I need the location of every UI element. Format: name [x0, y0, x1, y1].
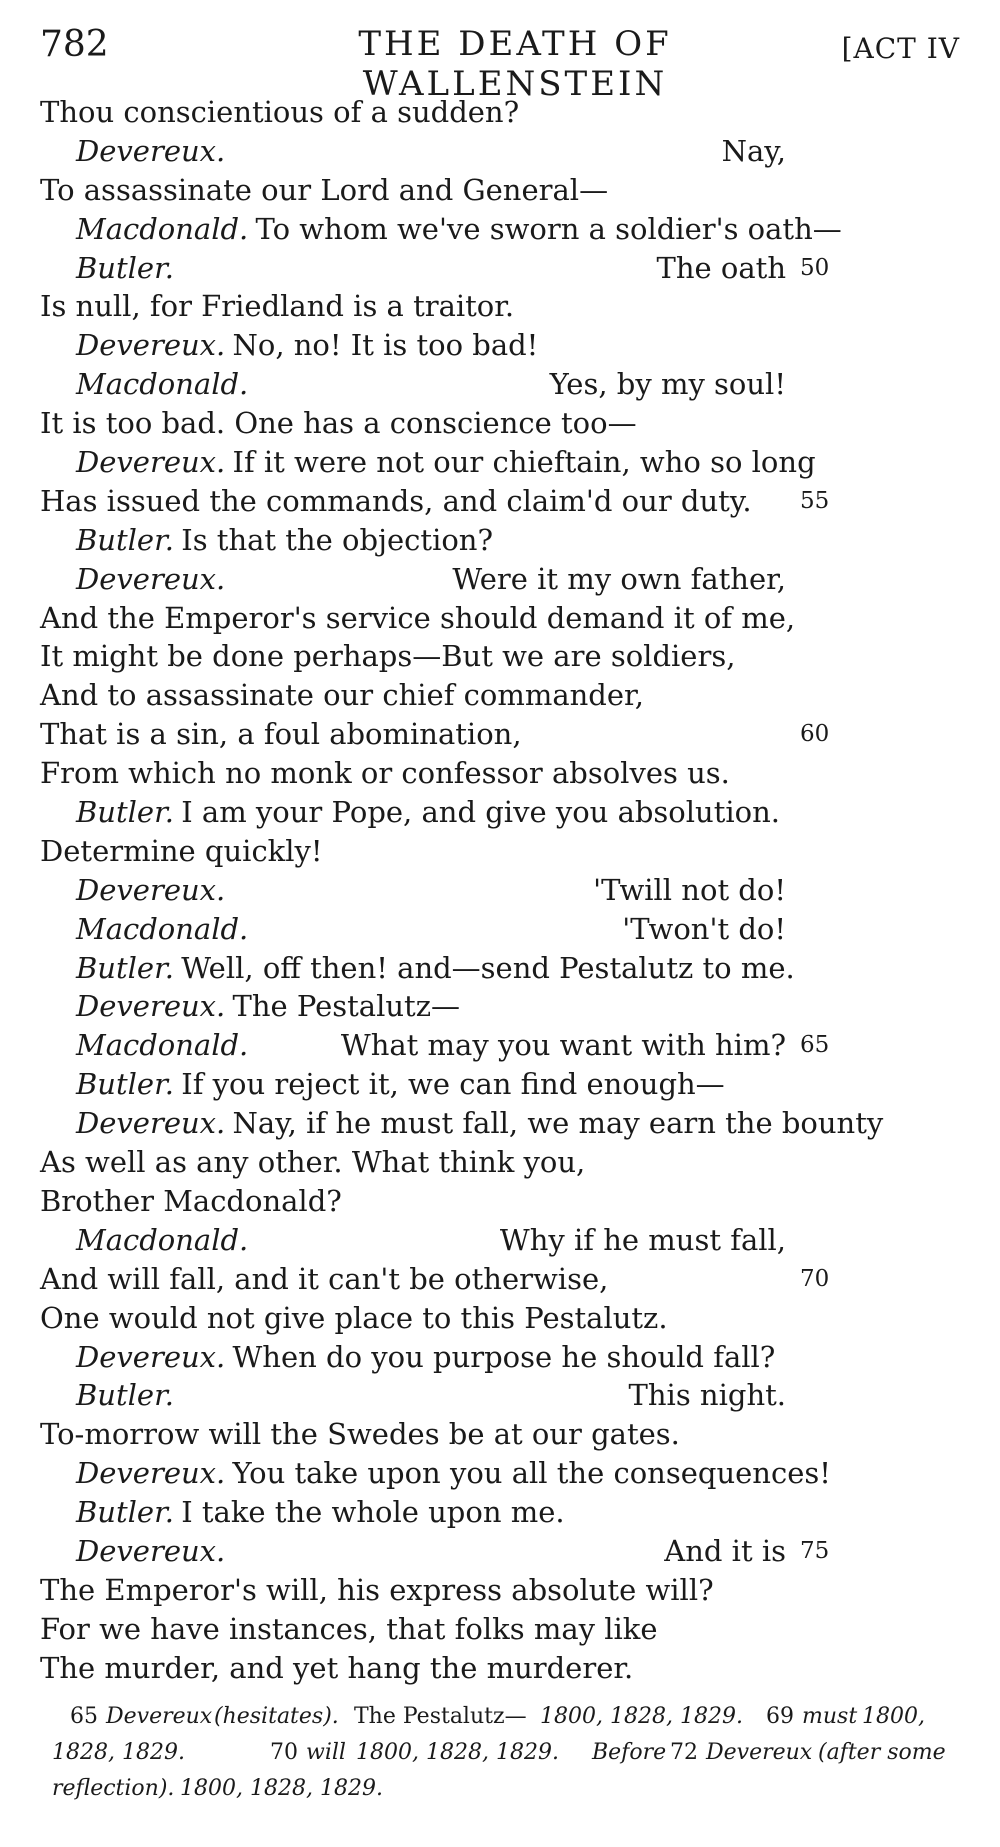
speaker-name: Devereux. — [76, 1106, 226, 1141]
verse-line — [40, 249, 960, 288]
footnotes — [54, 1699, 974, 1807]
running-header — [40, 22, 960, 104]
verse-line — [40, 987, 960, 1026]
verse-line-text — [40, 1182, 342, 1221]
verse-line — [40, 1260, 960, 1299]
speaker-name: Devereux. — [76, 133, 226, 168]
line-text: Well, off then! and—send Pestalutz to me. — [181, 950, 795, 985]
line-text: Thou conscientious of a sudden? — [40, 95, 520, 129]
line-text: For we have instances, that folks may like — [40, 1611, 658, 1646]
verse-line-text — [40, 599, 795, 638]
verse-line-text — [76, 793, 780, 832]
speaker-name: Butler. — [76, 522, 174, 557]
verse-line-text — [76, 560, 225, 599]
verse-line — [40, 404, 960, 443]
line-text: Is null, for Friedland is a traitor. — [40, 289, 515, 324]
verse-line — [40, 1299, 960, 1338]
line-text: Determine quickly! — [40, 833, 323, 868]
line-number: 70 — [800, 1265, 830, 1292]
footnote-speaker: Devereux — [106, 1704, 213, 1729]
verse-line-text — [76, 132, 225, 171]
line-continuation: 'Twill not do! — [593, 872, 786, 907]
line-number: 55 — [800, 487, 830, 514]
verse-line — [40, 871, 960, 910]
verse-line — [40, 171, 960, 210]
verse-line — [40, 521, 960, 560]
verse-line-text — [40, 404, 637, 443]
line-continuation: Were it my own father, — [452, 561, 786, 596]
verse-line-text — [76, 521, 493, 560]
line-text: Nay, if he must fall, we may earn the bounty — [232, 1106, 884, 1141]
line-text: Brother Macdonald? — [40, 1183, 342, 1218]
verse-line — [40, 1415, 960, 1454]
verse-line-text — [40, 754, 730, 793]
line-text: I am your Pope, and give you absolution. — [181, 795, 780, 830]
line-number: 65 — [800, 1032, 830, 1059]
page-number: 782 — [40, 24, 109, 65]
verse-line-text — [76, 1065, 725, 1104]
verse-text — [40, 93, 960, 1688]
verse-line-text — [40, 1649, 633, 1688]
footnote-number: 65 — [70, 1704, 98, 1729]
verse-line — [40, 1571, 960, 1610]
verse-line — [40, 1532, 960, 1571]
line-continuation: Nay, — [721, 133, 786, 168]
verse-line — [40, 93, 960, 132]
verse-line — [40, 910, 960, 949]
line-continuation: 'Twon't do! — [622, 911, 786, 946]
speaker-name: Butler. — [76, 250, 174, 285]
footnote-number: 69 — [766, 1704, 794, 1729]
verse-line — [40, 482, 960, 521]
line-continuation: What may you want with him? — [340, 1028, 786, 1063]
speaker-name: Macdonald. — [76, 211, 249, 246]
line-text: And will fall, and it can't be otherwise, — [40, 1261, 609, 1296]
verse-line-text — [76, 987, 460, 1026]
line-number: 50 — [800, 254, 830, 281]
verse-line-text — [76, 1454, 831, 1493]
footnote-editions: 1800, — [862, 1704, 925, 1729]
line-text: That is a sin, a foul abomination, — [40, 717, 522, 752]
verse-line — [40, 132, 960, 171]
speaker-name: Macdonald. — [76, 367, 249, 402]
verse-line — [40, 560, 960, 599]
verse-line — [40, 1104, 960, 1143]
verse-line-text — [76, 1221, 248, 1260]
speaker-name: Devereux. — [76, 872, 226, 907]
verse-line — [40, 1065, 960, 1104]
speaker-name: Devereux. — [76, 445, 226, 480]
speaker-name: Butler. — [76, 1495, 174, 1530]
footnote-text: The Pestalutz— — [354, 1704, 527, 1729]
verse-line-text — [40, 1299, 668, 1338]
verse-line-text — [40, 1143, 585, 1182]
line-text: The murder, and yet hang the murderer. — [40, 1650, 634, 1685]
footnote-editions: 1800, 1828, 1829. — [180, 1776, 383, 1801]
line-text: To-morrow will the Swedes be at our gates. — [40, 1417, 680, 1452]
verse-line — [40, 1182, 960, 1221]
running-title: THE DEATH OF WALLENSTEIN — [358, 24, 672, 104]
verse-line — [40, 793, 960, 832]
footnote-number: 72 — [670, 1740, 698, 1765]
verse-line-text — [40, 93, 519, 132]
verse-line-text — [40, 1571, 714, 1610]
verse-line — [40, 1143, 960, 1182]
verse-line — [40, 676, 960, 715]
line-text: And the Emperor's service should demand it of me, — [40, 600, 796, 635]
line-text: It is too bad. One has a conscience too— — [40, 406, 637, 441]
speaker-name: Macdonald. — [76, 911, 249, 946]
verse-line-text — [76, 365, 248, 404]
verse-line — [40, 1376, 960, 1415]
speaker-name: Macdonald. — [76, 1028, 249, 1063]
verse-line — [40, 287, 960, 326]
verse-line — [40, 1026, 960, 1065]
verse-line — [40, 754, 960, 793]
verse-line — [40, 599, 960, 638]
verse-line — [40, 1649, 960, 1688]
speaker-name: Devereux. — [76, 1533, 226, 1568]
line-text: The Emperor's will, his express absolute will? — [40, 1572, 714, 1607]
verse-line-text — [40, 715, 522, 754]
verse-line-text — [40, 1415, 680, 1454]
verse-line-text — [40, 676, 644, 715]
verse-line — [40, 832, 960, 871]
footnote-word: must — [802, 1704, 858, 1729]
speaker-name: Devereux. — [76, 989, 226, 1024]
line-text: To assassinate our Lord and General— — [40, 172, 609, 207]
verse-line — [40, 637, 960, 676]
line-text: From which no monk or confessor absolves us. — [40, 756, 730, 791]
line-text: It might be done perhaps—But we are soldiers, — [40, 639, 736, 674]
verse-line-text — [76, 1376, 174, 1415]
speaker-name: Devereux. — [76, 1339, 226, 1374]
line-text: One would not give place to this Pestalutz. — [40, 1300, 668, 1335]
verse-line — [40, 949, 960, 988]
line-text: If you reject it, we can find enough— — [181, 1067, 725, 1102]
footnote-word: will — [306, 1740, 346, 1765]
line-text: And to assassinate our chief commander, — [40, 678, 644, 713]
verse-line — [40, 1454, 960, 1493]
verse-line-text — [40, 482, 752, 521]
verse-line-text — [76, 1493, 565, 1532]
verse-line-text — [40, 1260, 608, 1299]
speaker-name: Devereux. — [76, 328, 226, 363]
speaker-name: Butler. — [76, 1378, 174, 1413]
verse-line-text — [40, 287, 514, 326]
line-continuation: This night. — [628, 1378, 786, 1413]
verse-line — [40, 210, 960, 249]
speaker-name: Butler. — [76, 795, 174, 830]
line-text: You take upon you all the consequences! — [232, 1456, 831, 1491]
speaker-name: Butler. — [76, 1067, 174, 1102]
verse-line — [40, 715, 960, 754]
line-text: To whom we've sworn a soldier's oath— — [255, 211, 842, 246]
line-number: 60 — [800, 721, 830, 748]
footnote-line — [54, 1735, 974, 1771]
verse-line-text — [76, 443, 816, 482]
speaker-name: Butler. — [76, 950, 174, 985]
line-text: As well as any other. What think you, — [40, 1145, 586, 1180]
verse-line-text — [40, 832, 323, 871]
verse-line-text — [76, 910, 248, 949]
verse-line-text — [76, 1104, 883, 1143]
verse-line-text — [76, 871, 225, 910]
line-text: Has issued the commands, and claim'd our duty. — [40, 483, 752, 518]
line-number: 75 — [800, 1537, 830, 1564]
line-continuation: The oath — [656, 250, 786, 285]
footnote-editions: 1800, 1828, 1829. — [356, 1740, 559, 1765]
footnote-line — [54, 1699, 974, 1735]
line-text: No, no! It is too bad! — [232, 328, 539, 363]
footnote-number: 70 — [270, 1740, 298, 1765]
line-text: The Pestalutz— — [232, 989, 460, 1024]
line-text: When do you purpose he should fall? — [232, 1339, 776, 1374]
verse-line-text — [76, 249, 174, 288]
verse-line — [40, 365, 960, 404]
footnote-line — [54, 1771, 974, 1807]
verse-line-text — [76, 1026, 248, 1065]
footnote-prefix: Before — [592, 1740, 667, 1765]
verse-line-text — [40, 1610, 658, 1649]
verse-line-text — [76, 1532, 225, 1571]
line-text: Is that the objection? — [181, 522, 494, 557]
verse-line-text — [76, 210, 842, 249]
verse-line — [40, 1221, 960, 1260]
line-continuation: And it is — [664, 1533, 786, 1568]
line-text: I take the whole upon me. — [181, 1495, 565, 1530]
verse-line — [40, 443, 960, 482]
footnote-direction: (hesitates). — [214, 1704, 339, 1729]
line-continuation: Why if he must fall, — [499, 1222, 786, 1257]
verse-line — [40, 326, 960, 365]
speaker-name: Macdonald. — [76, 1222, 249, 1257]
footnote-direction: reflection). — [52, 1776, 175, 1801]
verse-line — [40, 1493, 960, 1532]
verse-line-text — [76, 1338, 775, 1377]
verse-line-text — [40, 637, 735, 676]
line-continuation: Yes, by my soul! — [549, 367, 786, 402]
footnote-speaker: Devereux — [706, 1740, 813, 1765]
footnote-direction: (after some — [818, 1740, 946, 1765]
speaker-name: Devereux. — [76, 561, 226, 596]
verse-line-text — [76, 326, 538, 365]
verse-line — [40, 1610, 960, 1649]
section-marker: [ACT IV — [841, 32, 960, 65]
verse-line — [40, 1338, 960, 1377]
verse-line-text — [40, 171, 608, 210]
speaker-name: Devereux. — [76, 1456, 226, 1491]
footnote-editions: 1828, 1829. — [52, 1740, 185, 1765]
verse-line-text — [76, 949, 795, 988]
footnote-editions: 1800, 1828, 1829. — [540, 1704, 743, 1729]
line-text: If it were not our chieftain, who so long — [232, 445, 816, 480]
